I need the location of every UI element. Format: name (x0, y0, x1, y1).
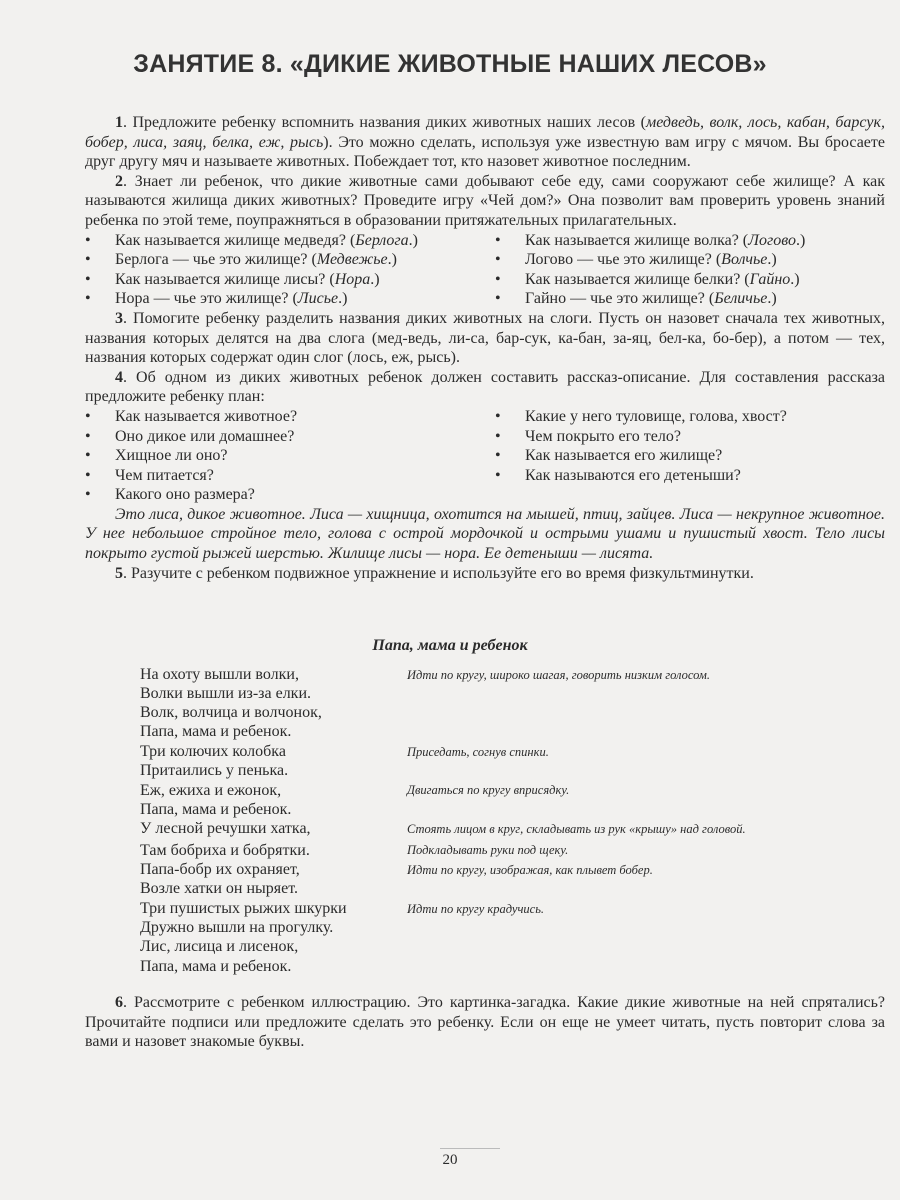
story-plan-list (85, 407, 885, 505)
movement-note: Идти по кругу, широко шагая, говорить низким голосом. (407, 668, 711, 682)
list-item: • Гайно — чье это жилище? (Беличье.) (495, 289, 885, 309)
paragraph-3: 3. Помогите ребенку разделить названия диких животных на слоги. Пусть он назовет сначала тех животных, названия которых делятся на два слога (мед-ведь, ли-са, бар-сук, ка-бан, за-яц, бел-ка, бо-бер), а потом — тех, названия которых содержат один слог (лось, еж, рысь). (85, 309, 885, 367)
list-item: • Какого оно размера? (85, 485, 495, 505)
list-item: • Логово — чье это жилище? (Волчье.) (495, 250, 885, 270)
list-item: • Оно дикое или домашнее? (85, 427, 495, 447)
poem-line: Папа, мама и ребенок. (140, 801, 292, 818)
list-item: • Как называется жилище волка? (Логово.) (495, 231, 885, 251)
fox-story: Это лиса, дикое животное. Лиса — хищница, охотится на мышей, птиц, зайцев. Лиса — некрупное животное. У нее небольшое стройное тело, голова с острой мордочкой и острыми ушами и пушистый хвост. Тело лисы покрыто густой рыжей шерстью. Жилище лисы — нора. Ее детеныши — лисята. (85, 505, 885, 563)
paragraph-number: 2 (115, 172, 123, 190)
poem-line: Возле хатки он ныряет. (140, 880, 299, 897)
poem-line: Дружно вышли на прогулку. (140, 919, 334, 936)
poem-line: Лис, лисица и лисенок, (140, 938, 299, 955)
plan-right-column (495, 407, 885, 505)
list-item: • Нора — чье это жилище? (Лисье.) (85, 289, 495, 309)
movement-note: Идти по кругу крадучись. (407, 902, 545, 916)
paragraph-number: 4 (115, 368, 123, 386)
poem-line: У лесной речушки хатка, (140, 820, 311, 837)
poem-title: Папа, мама и ребенок (372, 637, 528, 654)
paragraph-5: 5. Разучите с ребенком подвижное упражнение и используйте его во время физкультминутки. (115, 564, 754, 582)
poem-line: Там бобриха и бобрятки. (140, 842, 310, 859)
dwellings-right-column (495, 231, 885, 309)
poem-line: Волки вышли из-за елки. (140, 685, 312, 702)
movement-note: Подкладывать руки под щеку. (407, 843, 569, 857)
list-item: • Какие у него туловище, голова, хвост? (495, 407, 885, 427)
poem-line: Три пушистых рыжих шкурки (140, 900, 347, 917)
page-number: 20 (442, 1152, 458, 1168)
poem-line: Папа, мама и ребенок. (140, 958, 292, 975)
list-item: • Хищное ли оно? (85, 446, 495, 466)
paragraph-4: 4. Об одном из диких животных ребенок должен составить рассказ-описание. Для составления рассказа предложите ребенку план: (85, 368, 885, 406)
movement-note: Приседать, согнув спинки. (407, 745, 549, 759)
list-item: • Как называется животное? (85, 407, 495, 427)
poem-line: Папа, мама и ребенок. (140, 723, 292, 740)
paragraph-number: 3 (115, 309, 123, 327)
list-item: • Как называется жилище лисы? (Нора.) (85, 270, 495, 290)
lesson-body (85, 113, 885, 583)
poem-line: Еж, ежиха и ежонок, (140, 782, 282, 799)
paragraph-number: 1 (115, 114, 123, 131)
paragraph-6: 6. Рассмотрите с ребенком иллюстрацию. Это картинка-загадка. Какие дикие животные на ней спрятались? Прочитайте подписи или предложите сделать это ребенку. Если он еще не умеет читать, пусть повторит слова за вами и назовет знакомые буквы. (85, 994, 885, 1051)
footer-divider (440, 1148, 500, 1149)
list-item: • Как называются его детеныши? (495, 466, 885, 486)
paragraph-number: 6 (115, 994, 123, 1011)
poem-line: На охоту вышли волки, (140, 666, 299, 683)
list-item: • Как называется жилище медведя? (Берлога.) (85, 231, 495, 251)
animal-list: медведь, волк, лось, кабан, барсук, бобер, лиса, заяц, белка, еж, рысь (85, 114, 886, 151)
list-item: • Берлога — чье это жилище? (Медвежье.) (85, 250, 495, 270)
poem-line: Притаились у пенька. (140, 762, 289, 779)
list-item: • Как называется его жилище? (495, 446, 885, 466)
poem-line: Три колючих колобка (140, 743, 286, 760)
dwellings-list (85, 231, 885, 309)
movement-note: Идти по кругу, изображая, как плывет бобер. (407, 863, 653, 877)
list-item: • Чем питается? (85, 466, 495, 486)
list-item: • Чем покрыто его тело? (495, 427, 885, 447)
movement-note: Двигаться по кругу вприсядку. (407, 783, 570, 797)
paragraph-number: 5 (115, 564, 123, 582)
dwellings-left-column (85, 231, 495, 309)
movement-note: Стоять лицом в круг, складывать из рук «крышу» над головой. (407, 822, 746, 836)
poem-line: Папа-бобр их охраняет, (140, 861, 300, 878)
paragraph-2: 2. Знает ли ребенок, что дикие животные сами добывают себе еду, сами сооружают себе жилище? А как называются жилища диких животных? Проведите игру «Чей дом?» Она позволит вам проверить уровень знаний ребенка по этой теме, поупражняться в образовании притяжательных прилагательных. (85, 172, 885, 229)
poem-line: Волк, волчица и волчонок, (140, 704, 322, 721)
plan-left-column (85, 407, 495, 505)
lesson-title: ЗАНЯТИЕ 8. «ДИКИЕ ЖИВОТНЫЕ НАШИХ ЛЕСОВ» (133, 50, 767, 78)
list-item: • Как называется жилище белки? (Гайно.) (495, 270, 885, 290)
paragraph-1: 1. Предложите ребенку вспомнить названия диких животных наших лесов (медведь, волк, лось, кабан, барсук, бобер, лиса, заяц, белка, еж, рысь). Это можно сделать, используя уже известную вам игру с мячом. Вы бросаете друг другу мяч и называете животных. Побеждает тот, кто назовет животное последним. (85, 114, 886, 171)
